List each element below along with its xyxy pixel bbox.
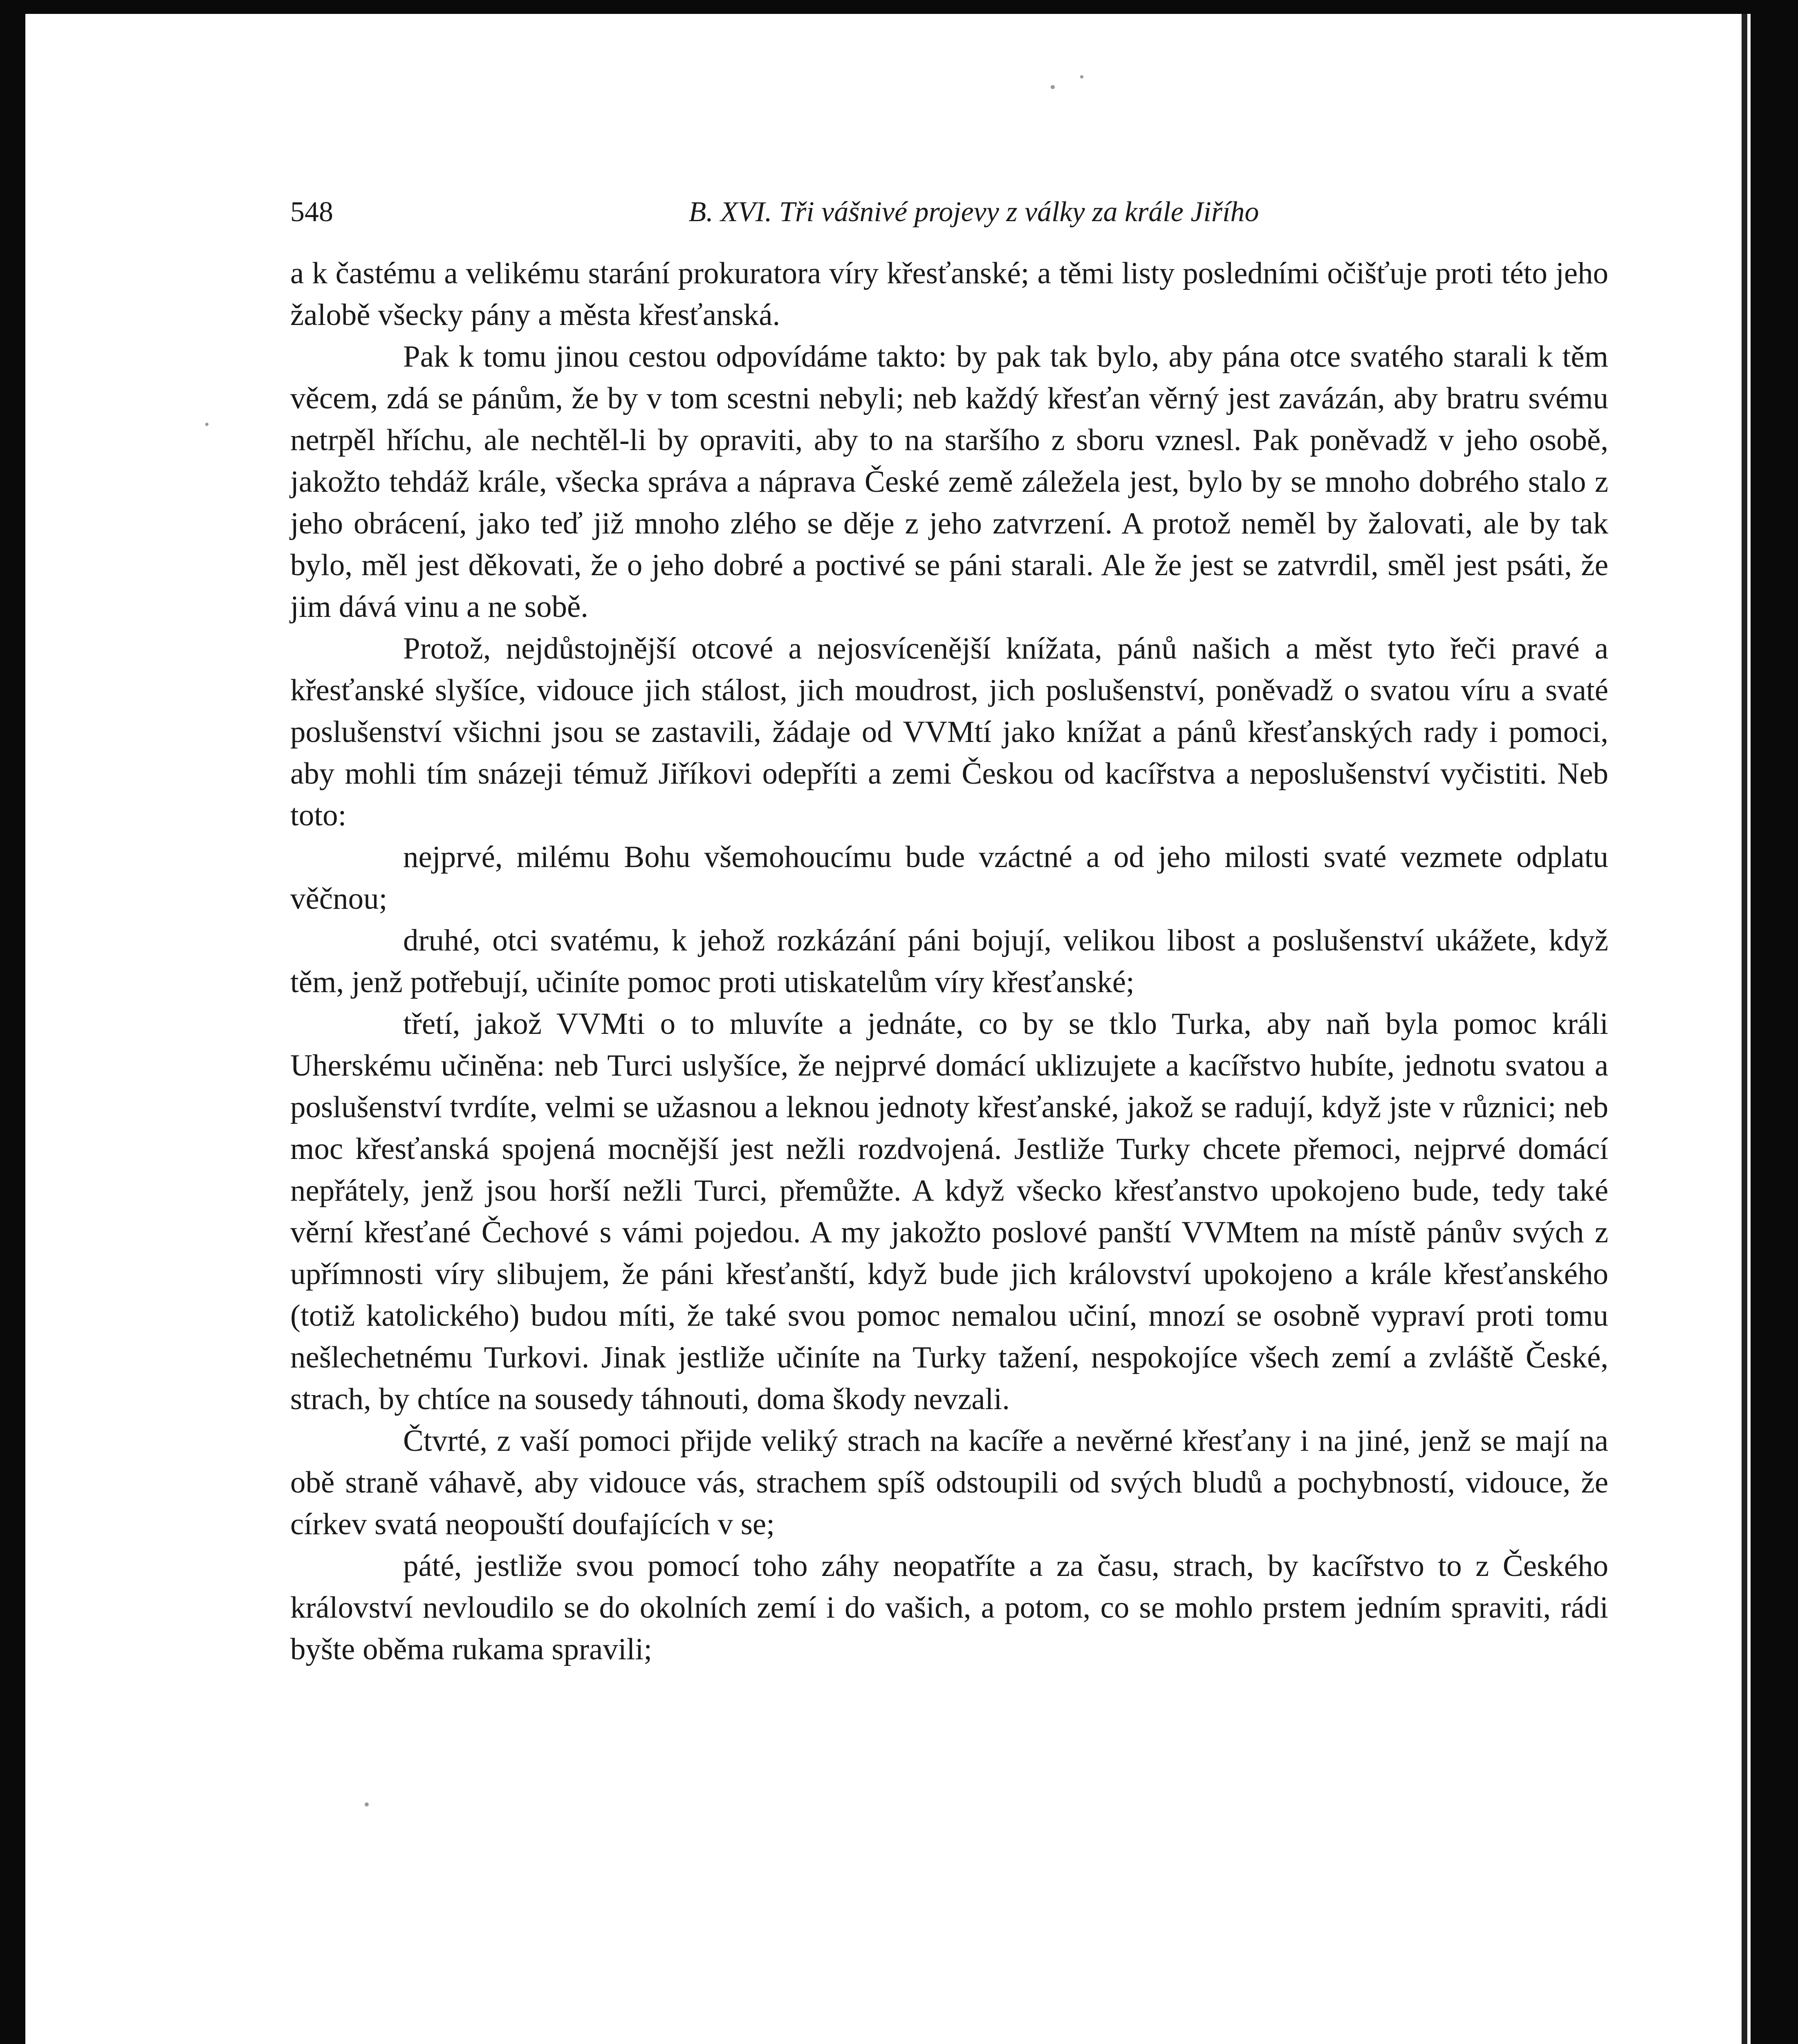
paragraph-7: Čtvrté, z vaší pomoci přijde veliký strach na kacíře a nevěrné křesťany i na jiné, jenž se mají na obě straně váhavě, aby vidouce vás, strachem spíš odstoupili od svých bludů a pochybností, vidouce, že církev svatá neopouští doufajících v se; xyxy=(290,1424,1608,1541)
scan-speck xyxy=(365,1802,369,1806)
paragraph-2: Pak k tomu jinou cestou odpovídáme takto: by pak tak bylo, aby pána otce svatého starali k těm věcem, zdá se pánům, že by v tom scestni nebyli; neb každý křesťan věrný jest zavázán, aby bratru svému netrpěl hříchu, ale nechtěl-li by opraviti, aby to na staršího z sboru vznesl. Pak poněvadž v jeho osobě, jakožto tehdáž krále, všecka správa a náprava České země záležela jest, bylo by se mnoho dobrého stalo z jeho obrácení, jako teď již mnoho zlého se děje z jeho zatvrzení. A protož neměl by žalovati, ale by tak bylo, měl jest děkovati, že o jeho dobré a poctivé se páni starali. Ale že jest se zatvrdil, směl jest psáti, že jim dává vinu a ne sobě. xyxy=(290,340,1608,624)
scan-speck xyxy=(1051,85,1055,89)
body-text xyxy=(290,253,1608,1670)
paragraph-3: Protož, nejdůstojnější otcové a nejosvícenější knížata, pánů našich a měst tyto řeči pravé a křesťanské slyšíce, vidouce jich stálost, jich moudrost, jich poslušenství, poněvadž o svatou víru a svaté poslušenství všichni jsou se zastavili, žádaje od VVMtí jako knížat a pánů křesťanských rady i pomoci, aby mohli tím snázeji témuž Jiříkovi odepříti a zemi Českou od kacířstva a neposlušenství vyčistiti. Neb toto: xyxy=(290,632,1608,832)
paragraph-5: druhé, otci svatému, k jehož rozkázání páni bojují, velikou libost a poslušenství ukážete, když těm, jenž potřebují, učiníte pomoc proti utiskatelům víry křesťanské; xyxy=(290,923,1608,999)
paragraph-1: a k častému a velikému starání prokuratora víry křesťanské; a těmi listy posledními očišťuje proti této jeho žalobě všecky pány a města křesťanská. xyxy=(290,256,1608,332)
paragraph-4: nejprvé, milému Bohu všemohoucímu bude vzáctné a od jeho milosti svaté vezmete odplatu věčnou; xyxy=(290,840,1608,916)
scanned-page xyxy=(25,14,1751,2044)
running-title: B. XVI. Tři vášnivé projevy z války za krále Jiřího xyxy=(688,196,1259,228)
scan-speck xyxy=(205,423,208,426)
paragraph-8: páté, jestliže svou pomocí toho záhy neopatříte a za času, strach, by kacířstvo to z Českého království nevloudilo se do okolních zemí i do vašich, a potom, co se mohlo prstem jedním spraviti, rádi byšte oběma rukama spravili; xyxy=(290,1549,1608,1666)
page-content xyxy=(290,190,1608,1670)
scan-speck xyxy=(1080,75,1083,78)
running-header xyxy=(290,190,1608,235)
page-edge-shadow xyxy=(1742,14,1747,2044)
paragraph-6: třetí, jakož VVMti o to mluvíte a jednáte, co by se tklo Turka, aby naň byla pomoc králi Uherskému učiněna: neb Turci uslyšíce, že nejprvé domácí uklizujete a kacířstvo hubíte, jednotu svatou a poslušenství tvrdíte, velmi se užasnou a leknou jednoty křesťanské, jakož se radují, když jste v různici; neb moc křesťanská spojená mocnější jest nežli rozdvojená. Jestliže Turky chcete přemoci, nejprvé domácí nepřátely, jenž jsou horší nežli Turci, přemůžte. A když všecko křesťanstvo upokojeno bude, tedy také věrní křesťané Čechové s vámi pojedou. A my jakožto poslové panští VVMtem na místě pánův svých z upřímnosti víry slibujem, že páni křesťanští, když bude jich království upokojeno a krále křesťanského (totiž katolického) budou míti, že také svou pomoc nemalou učiní, mnozí se osobně vypraví proti tomu nešlechetnému Turkovi. Jinak jestliže učiníte na Turky tažení, nespokojíce všech zemí a zvláště České, strach, by chtíce na sousedy táhnouti, doma škody nevzali. xyxy=(290,1007,1608,1416)
page-number: 548 xyxy=(290,196,333,228)
